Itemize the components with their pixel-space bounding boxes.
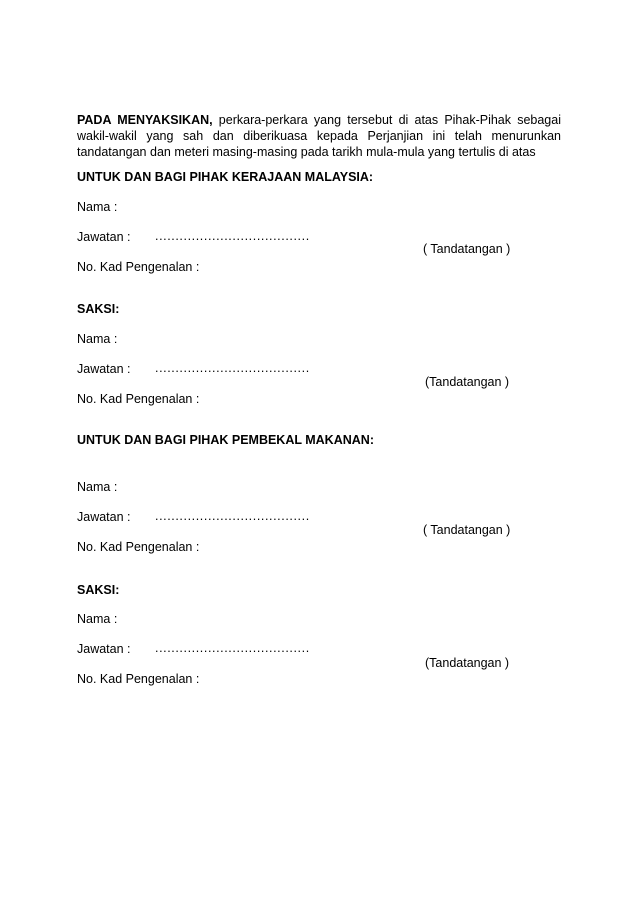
jawatan-dotted-line: ...................................... (155, 229, 310, 243)
intro-paragraph (77, 112, 561, 160)
intro-line-2: wakil-wakil yang sah dan diberikuasa kepada Perjanjian ini telah menurunkan (77, 129, 561, 143)
signature-label: (Tandatangan ) (425, 375, 510, 389)
signature-label: ( Tandatangan ) (423, 523, 511, 537)
intro-line-3: tandatangan dan meteri masing-masing pada tarikh mula-mula yang tertulis di atas (77, 145, 536, 159)
jawatan-dotted-line: ...................................... (155, 641, 310, 655)
section-heading-saksi: SAKSI: (77, 302, 120, 316)
ic-label: No. Kad Pengenalan : (77, 260, 200, 274)
ic-label: No. Kad Pengenalan : (77, 540, 200, 554)
intro-lead: PADA MENYAKSIKAN, (77, 113, 213, 127)
jawatan-dotted-line: ...................................... (155, 509, 310, 523)
ic-label: No. Kad Pengenalan : (77, 672, 200, 686)
nama-label: Nama : (77, 480, 118, 494)
signature-label: (Tandatangan ) (425, 656, 510, 670)
nama-label: Nama : (77, 612, 118, 626)
section-heading-pembekal: UNTUK DAN BAGI PIHAK PEMBEKAL MAKANAN: (77, 433, 374, 447)
jawatan-label: Jawatan : (77, 510, 131, 524)
section-heading-kerajaan: UNTUK DAN BAGI PIHAK KERAJAAN MALAYSIA: (77, 170, 374, 184)
jawatan-label: Jawatan : (77, 230, 131, 244)
intro-line-1 (77, 112, 561, 128)
jawatan-label: Jawatan : (77, 642, 131, 656)
jawatan-label: Jawatan : (77, 362, 131, 376)
jawatan-dotted-line: ...................................... (155, 361, 310, 375)
intro-line-1-text: perkara-perkara yang tersebut di atas Pihak-Pihak sebagai (212, 113, 561, 127)
nama-label: Nama : (77, 332, 118, 346)
signature-label: ( Tandatangan ) (423, 242, 511, 256)
ic-label: No. Kad Pengenalan : (77, 392, 200, 406)
section-heading-saksi: SAKSI: (77, 583, 120, 597)
nama-label: Nama : (77, 200, 118, 214)
